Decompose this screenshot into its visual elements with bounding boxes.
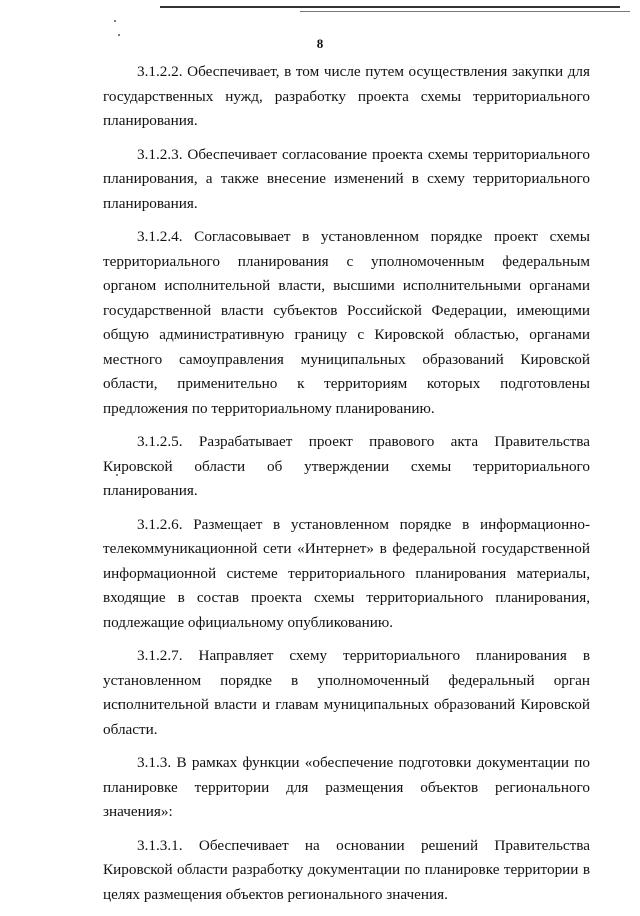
page-number: 8 (316, 36, 324, 51)
scan-top-border (160, 6, 620, 8)
scan-speck (114, 20, 116, 22)
paragraph-3-1-2-4: 3.1.2.4. Согласовывает в установленном порядке проект схемы территориального планирования с уполномоченным федеральным органом исполнительной власти, высшими исполнительными органами государственной власти субъектов Российской Федерации, имеющими общую административную границу с Кировской областью, органами местного самоуправления муниципальных образований Кировской области, применительно к территориям которых подготовлены предложения по территориальному планированию. (103, 228, 590, 417)
paragraph-3-1-2-5: 3.1.2.5. Разрабатывает проект правового акта Правительства Кировской области об утверждении схемы территориального планирования. (103, 433, 590, 499)
scan-top-border-thin (300, 11, 630, 12)
paragraph-3-1-2-2: 3.1.2.2. Обеспечивает, в том числе путем осуществления закупки для государственных нужд, разработку проекта схемы территориального планирования. (103, 63, 590, 129)
document-body (103, 60, 590, 916)
paragraph-3-1-2-3: 3.1.2.3. Обеспечивает согласование проекта схемы территориального планирования, а также внесение изменений в схему территориального планирования. (103, 145, 590, 212)
paragraph-3-1-2-6: 3.1.2.6. Размещает в установленном порядке в информационно-телекоммуникационной сети «Интернет» в федеральной государственной информационной системе территориального планирования материалы, входящие в состав проекта схемы территориального планирования, подлежащие официальному опубликованию. (103, 515, 590, 631)
paragraph-3-1-3-1: 3.1.3.1. Обеспечивает на основании решений Правительства Кировской области разработку документации по планировке территории в целях размещения объектов регионального значения. (103, 836, 590, 903)
paragraph-3-1-2-7: 3.1.2.7. Направляет схему территориального планирования в установленном порядке в уполномоченный федеральный орган исполнительной власти и главам муниципальных образований Кировской области. (103, 647, 590, 738)
paragraph-3-1-3: 3.1.3. В рамках функции «обеспечение подготовки документации по планировке территории для размещения объектов регионального значения»: (103, 754, 590, 820)
